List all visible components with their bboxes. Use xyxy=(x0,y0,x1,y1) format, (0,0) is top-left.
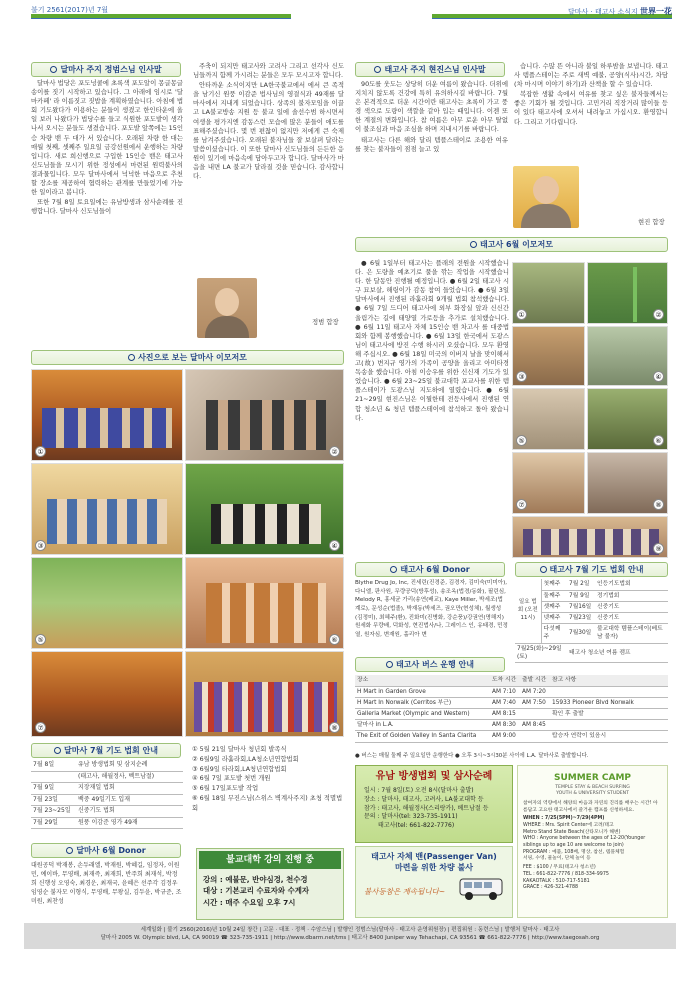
circle-icon xyxy=(50,66,57,73)
taego-photo-3: ③ xyxy=(512,326,585,386)
footer-line: 달마사 2005 W. Olympic blvd, LA, CA 90019 ☎ 323-735-1911 | http://www.dbarm.net/tms | 태고사 8400 Juniper way Tehachapi, CA 93561 ☎ 661-822-7776 | http://www.taegosah.org xyxy=(100,935,600,942)
taego-photo-2: ② xyxy=(587,262,668,324)
dharma-photo-8 xyxy=(185,651,344,737)
circle-icon xyxy=(540,566,547,573)
dharma-photo-2 xyxy=(185,369,344,461)
schedule-date: 7월 8일 xyxy=(31,760,76,771)
taego-greeting-paragraph: 습니다. 수많 뜬 아니라 불일 하루밤을 보냅니다. 태고사 템플스테이는 주로 새벽 예불, 공양(식사)시간, 차담(차 마시며 이야기 하기)과 산책을 할 수 있습니다. xyxy=(514,62,668,89)
dharma-photo-6 xyxy=(185,557,344,649)
pilgrimage-line: 장소 : 달마사, 태고사, 고려사, LA불교대학 등 xyxy=(364,795,484,803)
lecture-line: 강의 : 예불문, 반야심경, 천수경 xyxy=(203,875,308,884)
photo-caption: ④ 6월 7일 포도밭 첫번 개원 xyxy=(192,775,271,783)
dharma-photo-3 xyxy=(31,463,183,555)
schedule-date: 7월 9일 xyxy=(567,590,595,601)
page-header xyxy=(0,0,700,22)
photo-number: ② xyxy=(329,446,340,457)
bus-depart: AM 8:45 xyxy=(520,720,550,731)
schedule-event: (태고사, 해월정사, 벡트남절) xyxy=(76,771,183,783)
camp-line: PROGRAM : 예불, 108배, 명상, 참선, 템플체험 xyxy=(523,849,625,855)
pilgrimage-title: 유남 방생법회 및 삼사순례 xyxy=(375,771,493,782)
dharma-donors-title-text: 달마사 6월 Donor xyxy=(76,846,146,855)
table-row xyxy=(31,806,183,818)
pilgrimage-body xyxy=(356,784,512,833)
schedule-event: 인등기도법회 xyxy=(595,579,668,590)
van-title: 태고사 자체 밴(Passenger Van) xyxy=(371,852,497,861)
circle-icon xyxy=(390,566,397,573)
dharma-signature: 정범 합장 xyxy=(312,318,339,326)
schedule-date xyxy=(31,771,76,783)
schedule-event: 태고사 청소년 여름 캠프 xyxy=(567,643,668,662)
photo-number: ⑤ xyxy=(35,634,46,645)
schedule-date: 7월23일 xyxy=(567,612,595,623)
dharma-abbot-photo xyxy=(197,278,257,338)
taego-photo-5: ⑤ xyxy=(512,388,585,450)
bus-arrive: AM 8:30 xyxy=(490,720,520,731)
camp-body xyxy=(518,801,667,892)
circle-icon xyxy=(54,747,61,754)
camp-title: SUMMER CAMP xyxy=(553,773,632,783)
camp-sub2: YOUTH & UNIVERSITY STUDENT xyxy=(556,791,629,797)
pilgrimage-line: 문의 : 달마사(tel: 323-735-1911) xyxy=(364,813,458,821)
van-box xyxy=(355,846,513,918)
schedule-week: 셋째주 xyxy=(541,601,567,612)
dharma-donors-text: 대원공덕 박재봉, 손두래엘, 박재원, 박혜길, 임정자, 이원민, 예이바, 무영배, 최재즉, 최재희, 반주희 최재석, 박정희 신행성 오영숙, 최경운, 최재국, 윤혜은 선주각 김정우 임영순 불자모 이형식, 무영배, 무왕실, 김두윤, 박규준, 조미원, 최찬성 xyxy=(31,862,182,905)
photo-caption: ⑤ 6월 17일포도밭 작업 xyxy=(192,785,259,792)
header-left-text: 불기 2561(2017)년 7월 xyxy=(31,4,291,19)
table-row xyxy=(355,720,668,731)
bus-depart: AM 7:20 xyxy=(520,686,550,697)
van-subtitle: 마련을 위한 차량 불사 xyxy=(395,863,473,873)
photo-caption: ① 5월 21일 달마사 청년회 발족식 xyxy=(192,746,287,753)
schedule-group-label: 일요 법회 (오전11시) xyxy=(515,579,541,643)
taego-abbot-photo xyxy=(513,166,579,228)
dharma-photos-title xyxy=(31,350,344,365)
table-row xyxy=(515,579,668,590)
taego-donors-text: Blythe Drug Jo, Inc, 진세린(진경준, 김경자, 김미숙(미미아), 다니엘, 판사원, 무량공덕(방후성), 송조옥(법경/동화), 필린심, Melody R, 홍세균 가리(송연(배교), Kaye Miller, 박세조(법계로), 문성순(법졸), 박재동(박세즈, 권오만(현성체), 월생성(김정미), 최혜주(환), 진화미(진병화, 강순풍)/강권연(명해지) 원세화 무량배, 덕화성, 현진법사/나, 그레이스 인, 유태경, 민정열, 원자심, 변재원, 홀리아 변 xyxy=(355,580,508,638)
photo-number: ⑧ xyxy=(329,722,340,733)
taego-greeting-paragraph: 복잡한 생활 속에서 여유를 찾고 싶은 불자들께서는 좋은 기회가 될 것입니다. 고민거리 직장거리 많이들 등이 있다 태고사에 오셔서 내려놓고 가십시오. 환영합니다. 그리고 기다립니다. xyxy=(514,90,668,126)
table-row xyxy=(515,643,668,662)
photo-caption: ⑥ 6월 18일 무진스님(스위스 벽계사주지) 초청 적멸법회 xyxy=(192,794,343,812)
schedule-week: 첫째주 xyxy=(541,579,567,590)
schedule-date: 7월 9일 xyxy=(31,783,76,795)
dharma-greeting-paragraph: 또한 7월 8일 토요일에는 유남방생과 삼사순례를 진행합니다. 달마사 신도님들이 xyxy=(31,198,183,216)
bus-note xyxy=(550,720,668,731)
taego-photo-4: ④ xyxy=(587,326,668,386)
dharma-schedule-title xyxy=(31,743,181,758)
dharma-greeting-col1 xyxy=(31,79,183,339)
summer-camp-box xyxy=(517,765,668,918)
column-header: 장소 xyxy=(355,675,490,686)
bus-note xyxy=(550,686,668,697)
pilgrimage-line: 일시 : 7월 8일(토) 오전 8시(달마사 출발) xyxy=(364,787,474,795)
taego-greeting-paragraph: 태고사는 다른 해와 달리 템플스테이로 조용한 여유를 찾는 불자들이 점점 늘고 있 xyxy=(355,135,508,153)
bus-place: Galleria Market (Olympic and Western) xyxy=(355,708,490,719)
camp-line: TEL : 661-822-7776 / 818-334-9975 xyxy=(523,871,609,877)
taego-news-title xyxy=(355,237,668,252)
dharma-photo-5 xyxy=(31,557,183,649)
bus-arrive: AM 7:40 xyxy=(490,697,520,708)
schedule-event: 백중 49일기도 입재 xyxy=(76,794,183,806)
dharma-photo-7 xyxy=(31,651,183,737)
taego-news-title-text: 태고사 6월 이모저모 xyxy=(480,240,553,249)
header-logo: 世界一花 xyxy=(640,6,672,16)
table-row xyxy=(31,771,183,783)
column-header: 출발 시간 xyxy=(520,675,550,686)
dharma-photo-4 xyxy=(185,463,344,555)
lecture-body xyxy=(197,871,343,911)
schedule-week: 둘째주 xyxy=(541,590,567,601)
pilgrimage-box xyxy=(355,765,513,843)
photo-number: ⑥ xyxy=(329,634,340,645)
camp-line: WHO : Anyone between the ages of 12-20(Younger siblings up to age 10 are welcome to join) xyxy=(523,836,646,849)
taego-greeting-paragraph: 90도를 웃도는 상당히 더운 여름이 왔습니다. 더위에 지치지 않도록 건강에 특히 유의하시길 바랍니다. 7월은 본격적으로 더운 시간이란 태고사는 초록이 가고 풍경 색으로 도량이 색깔을 같아 입는 때입니다. 이젠 또한 계절의 변화입니다. 참 여름은 아무 로운 아무 탈없이 불조심과 마음 조심을 하며 지내시기를 바랍니다. xyxy=(355,80,508,134)
schedule-event: 불교대학 템플스테이(베트남 불자) xyxy=(595,624,668,643)
table-row xyxy=(31,794,183,806)
bus-title xyxy=(355,657,505,672)
table-row xyxy=(31,760,183,771)
bus-place: H Mart in Garden Grove xyxy=(355,686,490,697)
bus-table xyxy=(355,675,668,743)
photo-number: ① xyxy=(35,446,46,457)
taego-photo-1: ① xyxy=(512,262,585,324)
lecture-box xyxy=(196,848,344,920)
dharma-greeting-title-text: 달마사 주지 정범스님 인사말 xyxy=(60,65,162,74)
lecture-title: 불교대학 강의 진행 중 xyxy=(199,851,341,869)
header-right-text: 달마사 · 태고사 소식지 xyxy=(568,8,638,16)
header-right xyxy=(432,4,672,19)
schedule-week: 넷째주 xyxy=(541,612,567,623)
circle-icon xyxy=(374,66,381,73)
schedule-event: 신중기도 xyxy=(595,601,668,612)
taego-news-text xyxy=(355,259,509,559)
taego-news-paragraph: ● 6월 1일부터 태고사는 플래의 전원을 시작했습니다. 은 도량을 예초기로 풀을 깎는 작업을 시작했습니다. 한 달동안 진행될 예정입니다. ● 6월 2일 태고사 시구 묘보살, 해링이가 감동 참여 들었습니다. ● 6월 3일 달마사에서 진행된 라훌라회 9개월 법회 참석했습니다. ● 6월 7일 드디어 태고사에 외부 화장실 앞과 신신간 울림가는 길에 태양열 가로등을 추가로 설치했습니다. ● 6월 11일 태고사 자체 15인승 밴 차고사 를 대중법회와 함께 봉행했습니다. ● 6월 13일 한국에서 도광스님이 태고사에 방진 수행 하시러 오셨습니다. 모두 환영해 주십시오. ● 6월 18일 미국의 이버지 날을 맞이해서 고(故) 변지규 영가의 가족이 공양을 올리고 아미타경 독송을 했습니다. 아침 이승우를 위한 신신재 기도가 있었습니다. ● 6월 23~25일 불교대학 포교사를 위한 템플스테이가 도광스님 지도하에 열렸습니다. ● 6월 21~29일 현진스님은 이뭘한테 전등사에서 진행된 연합 청소년 & 청년 템플스테이에 참석하고 돌아 왔습니다. xyxy=(355,259,509,422)
bus-arrive: AM 7:10 xyxy=(490,686,520,697)
photo-captions xyxy=(192,745,344,813)
dharma-greeting-title xyxy=(31,62,181,77)
bus-note: 15933 Pioneer Blvd Norwalk xyxy=(550,697,668,708)
taego-donors-title xyxy=(355,562,505,577)
bus-arrive: AM 8:15 xyxy=(490,708,520,719)
van-slogan: 불사동참은 계속됩니다~ xyxy=(364,887,446,896)
dharma-schedule-table xyxy=(31,760,183,829)
bus-note: 확인 후 출발 xyxy=(550,708,668,719)
photo-number: ⑦ xyxy=(35,722,46,733)
dharma-greeting-col2 xyxy=(193,62,344,282)
schedule-event: 원풍 이감준 영가 49재 xyxy=(76,817,183,829)
camp-line: 서핑, 수영, 물놀이, 단체 놀이 등 xyxy=(523,856,591,862)
camp-line: Metro Stand State Beach(산타모니카 해변) xyxy=(523,829,621,835)
taego-schedule-table xyxy=(515,579,668,663)
camp-line: WHEN : 7/25(5PM)~7/29(4PM) xyxy=(523,816,605,822)
bus-place: The Exit of Golden Valley In Santa Clarita xyxy=(355,731,490,742)
taego-greeting-col1 xyxy=(355,80,508,230)
schedule-date: 7월 23~25일 xyxy=(31,806,76,818)
pilgrimage-line: 참가 : 태고사, 해월정사(스리랑카), 베트남절 등 xyxy=(364,804,489,812)
dharma-schedule-title-text: 달마사 7월 기도 법회 안내 xyxy=(64,746,158,755)
bus-place: H Mart In Norwalk (Cerritos 부근) xyxy=(355,697,490,708)
taego-photo-9: ⑨ xyxy=(512,516,668,558)
dharma-greeting-paragraph: 안타까운 소식이지만 LA한국불교에서 에서 큰 족적을 남기신 원풍 이감준 법사님의 영결식과 49재를 달마사에서 지내게 되었습니다. 상족의 불자모임을 이끌고 LA불교방송 지원 등 불교 일에 솔선수범 하시면서 여생을 평가지엔 감동스런 모습에 많은 분들이 애도를 표해주셨습니다. 몇 번 편찮이 없지만 저에게 큰 숙제를 남겨주셨습니다. 오래된 불자님들 잘 보살펴 달라는 말씀이셨습니다. 이 또한 달마사 신도님들의 든든한 응원이 있기에 마음속에 담아두고자 합니다. 달마사가 마음을 내면 LA 불교가 달라질 것을 믿습니다. 감사합니다. xyxy=(193,81,344,181)
circle-icon xyxy=(386,661,393,668)
dharma-greeting-paragraph: 주축이 되지만 태고사와 고려사 그리고 선각사 신도님들까지 함께 가시려는 분들은 모두 모시고자 합니다. xyxy=(193,62,344,80)
schedule-date: 7월 2일 xyxy=(567,579,595,590)
schedule-date: 7월30일 xyxy=(567,624,595,643)
schedule-date: 7월 23일 xyxy=(31,794,76,806)
schedule-event: 신중기도 법회 xyxy=(76,806,183,818)
table-row xyxy=(355,708,668,719)
table-row xyxy=(355,697,668,708)
dharma-photos-title-text: 사진으로 보는 달마사 이모저모 xyxy=(138,353,247,362)
taego-greeting-title xyxy=(355,62,505,77)
lecture-line: 시간 : 매주 수요일 오후 7시 xyxy=(203,897,296,907)
schedule-date: 7월 29일 xyxy=(31,817,76,829)
schedule-event: 신중기도 xyxy=(595,612,668,623)
taego-photo-6: ⑥ xyxy=(587,388,668,450)
bus-depart xyxy=(520,731,550,742)
schedule-event: 지장재일 법회 xyxy=(76,783,183,795)
photo-number: ④ xyxy=(329,540,340,551)
van-icon xyxy=(458,875,506,903)
column-header: 도착 시간 xyxy=(490,675,520,686)
pilgrimage-line: 태고사(tel: 661-822-7776) xyxy=(378,821,455,829)
bus-depart: AM 7:50 xyxy=(520,697,550,708)
taego-photo-7: ⑦ xyxy=(512,452,585,514)
photo-caption: ③ 6월9일 타라회,LA청년연합법회 xyxy=(192,765,287,773)
taego-donors-title-text: 태고사 6월 Donor xyxy=(400,565,470,574)
camp-line: KAKAOTALK : 510-717-5181 xyxy=(523,878,590,884)
bus-place: 달마사 in L.A. xyxy=(355,720,490,731)
dharma-donors-title xyxy=(31,843,181,858)
dharma-greeting-paragraph: 달마사 법당은 포도넝쿨에 초록색 포도알이 몽글몽글 송이를 짓기 시작하고 있습니다. 그 아래에 임시로 '달마카페' 라 이름짓고 짓밥을 계획하였습니다. 아침에 법회 기도왔다가 이용하는 분들이 생겼고 한인타운에 올일 보러 나왔다가 법당수를 들고 식원한 포도밭이 생각나서 오시는 분들도 생겼습니다. 포도밭 앞쪽에는 15인승 차량 밴 두 대가 서 있습니다. 오래된 차량 한 대는 매월 첫째, 셋째주 일요일 금강선원에서 운행하는 차량입니다. 새로 희신행으로 구입한 15인승 밴은 태고사 신도님들을 모시기 위한 정성에서 마련된 원력불사의 결과물입니다. 모두 달마사에서 넉넉한 마음으로 추천할 장소를 제공하여 협력하는 관계를 만들었기에 가능한 일이라고 봅니다. xyxy=(31,79,183,197)
circle-icon xyxy=(128,354,135,361)
bus-note: 탑승자 연락이 있음시 xyxy=(550,731,668,742)
camp-line: FEE : $100 / 무료(태고사 청소년) xyxy=(523,865,596,871)
schedule-week: 다섯째주 xyxy=(541,624,567,643)
camp-line: 참여자의 역량에서 해양의 마음과 자연의 진리를 배우는 시간! 아름답고 고요한 태고사에서 즐거운 캠프를 신청하세요. xyxy=(523,800,658,813)
dharma-photo-1 xyxy=(31,369,183,461)
schedule-date: 7월25(화)~29일(토) xyxy=(515,643,567,662)
taego-signature: 현진 합장 xyxy=(638,218,665,226)
camp-line: GRACE : 426-321-4788 xyxy=(523,885,579,891)
schedule-event: 유남 방생법회 및 삼지순례 xyxy=(76,760,183,771)
table-row xyxy=(355,686,668,697)
table-row xyxy=(31,783,183,795)
lecture-line: 대상 : 기본교리 수료자와 수계자 xyxy=(203,886,310,896)
taego-schedule-title-text: 태고사 7월 기도 법회 안내 xyxy=(549,565,644,574)
photo-number: ③ xyxy=(35,540,46,551)
bus-note-line: ● 버스는 매월 둘째 주 일요일만 운행한다 ● 오후 3시~3시30분 사이에 L.A. 달마사로 출발합니다. xyxy=(355,753,589,759)
taego-photo-8: ⑧ xyxy=(587,452,668,514)
column-header: 참고 사항 xyxy=(550,675,668,686)
table-header-row xyxy=(355,675,668,686)
table-row xyxy=(31,817,183,829)
bus-title-text: 태고사 버스 운행 안내 xyxy=(396,660,474,669)
page-footer xyxy=(24,923,676,949)
schedule-event: 정기법회 xyxy=(595,590,668,601)
camp-sub: TEMPLE STAY & BEACH SURFING xyxy=(555,784,630,790)
photo-caption: ② 6월9일 라훌라회,LA청소년연합법회 xyxy=(192,755,299,763)
bus-depart xyxy=(520,708,550,719)
table-row xyxy=(355,731,668,742)
taego-schedule-title xyxy=(515,562,668,577)
circle-icon xyxy=(470,241,477,248)
camp-line: WHERE : Mrs. Spirit Center에 고려/태고 xyxy=(523,822,614,828)
bus-arrive: AM 9:00 xyxy=(490,731,520,742)
footer-line: 세계일화 | 불기 2560(2016)년 10월 24일 창간 | 고문 · 대표 · 정책 · 수암스님 | 발행인 정범스님(달마사 · 태고사 운영위원장) | 편집위원 : 동련스님 | 발행처 달마사 · 태고사 xyxy=(140,927,560,933)
circle-icon xyxy=(66,847,73,854)
schedule-date: 7월16일 xyxy=(567,601,595,612)
taego-greeting-title-text: 태고사 주지 현진스님 인사말 xyxy=(384,65,486,74)
